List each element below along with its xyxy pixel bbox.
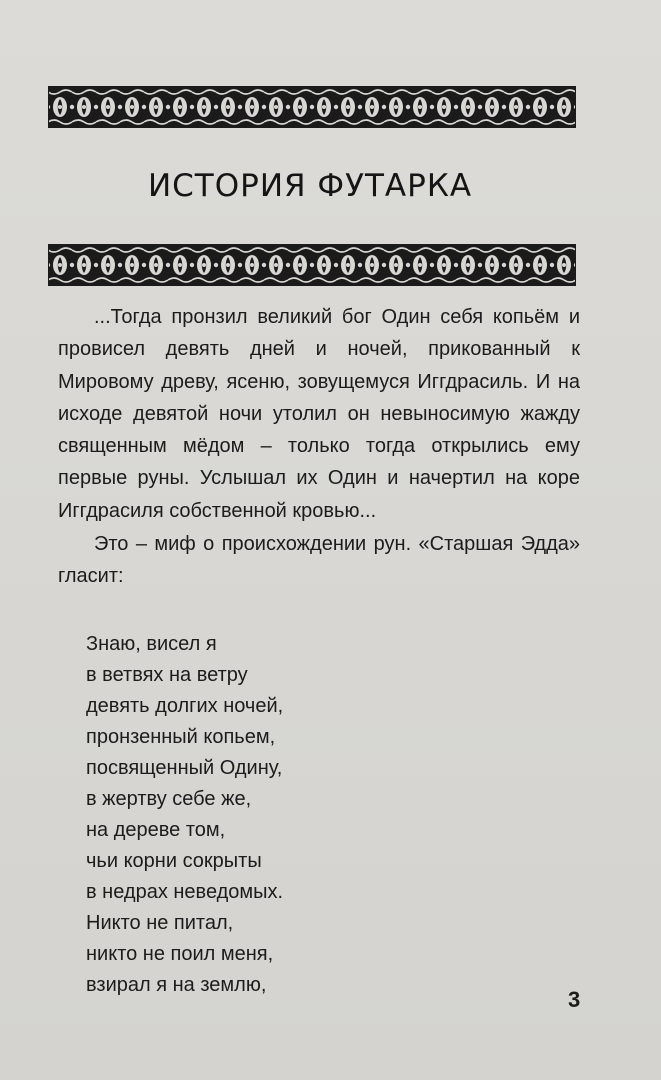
edda-verse (86, 629, 283, 1001)
ornament-icon (48, 86, 576, 128)
chapter-title: ИСТОРИЯ ФУТАРКА (147, 168, 473, 204)
intro-paragraph-block (58, 301, 580, 527)
myth-paragraph-block (58, 528, 580, 593)
verse-line: взирал я на землю, (86, 974, 267, 996)
page-number: 3 (568, 987, 581, 1012)
intro-paragraph: ...Тогда пронзил великий бог Один себя копьём и провисел девять дней и ночей, прикованный к Мировому древу, ясеню, зовущемуся Иггдрасиль. И на исходе девятой ночи утолил он невыносимую жажду священным мёдом – только тогда открылись ему первые руны. Услышал их Один и начертил на коре Иггдрасиля собственной кровью... (58, 306, 580, 522)
verse-line: в недрах неведомых. (86, 881, 284, 903)
myth-paragraph: Это – миф о происхождении рун. «Старшая Эдда» гласит: (58, 533, 580, 588)
top-ornament-border (48, 86, 576, 128)
verse-line: никто не поил меня, (86, 943, 274, 965)
verse-line: посвященный Одину, (86, 757, 283, 779)
verse-line: в жертву себе же, (86, 788, 252, 810)
verse-line: Никто не питал, (86, 912, 234, 934)
verse-line: пронзенный копьем, (86, 726, 276, 748)
verse-line: на дереве том, (86, 819, 226, 841)
bottom-ornament-border (48, 244, 576, 286)
verse-line: в ветвях на ветру (86, 664, 248, 686)
verse-line: чьи корни сокрыты (86, 850, 262, 872)
verse-line: девять долгих ночей, (86, 695, 284, 717)
ornament-icon (48, 244, 576, 286)
verse-line: Знаю, висел я (86, 633, 217, 655)
